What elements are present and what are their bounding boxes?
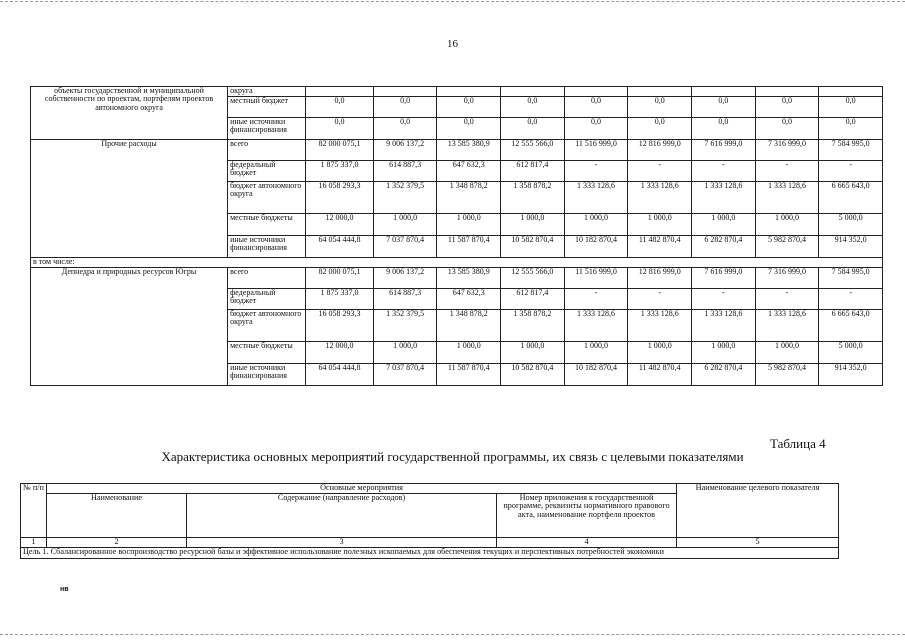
column-header-appendix: Номер приложения к государственной программе, реквизиты нормативного правового акта, наименование портфеля проектов: [497, 493, 677, 537]
column-header-num: № п/п: [21, 484, 47, 538]
value-cell: 0,0: [501, 118, 565, 140]
value-cell: 13 585 380,9: [437, 140, 501, 161]
value-cell: [306, 87, 374, 97]
source-cell: округа: [228, 87, 306, 97]
value-cell: [373, 87, 437, 97]
value-cell: 10 582 870,4: [501, 236, 565, 258]
value-cell: 0,0: [564, 118, 628, 140]
value-cell: -: [628, 161, 692, 182]
value-cell: 1 000,0: [501, 342, 565, 364]
value-cell: [628, 87, 692, 97]
value-cell: 1 333 128,6: [564, 182, 628, 214]
value-cell: 12 000,0: [306, 214, 374, 236]
value-cell: [501, 87, 565, 97]
value-cell: 1 000,0: [628, 342, 692, 364]
source-cell: иные источники финансирования: [228, 364, 306, 386]
value-cell: 1 000,0: [373, 342, 437, 364]
value-cell: 1 358 878,2: [501, 310, 565, 342]
value-cell: 11 516 999,0: [564, 268, 628, 289]
value-cell: 1 000,0: [564, 214, 628, 236]
value-cell: 1 875 337,0: [306, 289, 374, 310]
table-header-row: [21, 484, 839, 494]
value-cell: 1 000,0: [692, 214, 756, 236]
value-cell: 1 000,0: [755, 342, 819, 364]
value-cell: 5 000,0: [819, 214, 883, 236]
value-cell: 0,0: [628, 97, 692, 118]
value-cell: [692, 87, 756, 97]
source-cell: бюджет автономного округа: [228, 310, 306, 342]
value-cell: 7 316 999,0: [755, 140, 819, 161]
value-cell: 64 054 444,8: [306, 236, 374, 258]
column-number: 3: [187, 537, 497, 547]
table-label: Таблица 4: [770, 436, 826, 451]
value-cell: 647 632,3: [437, 161, 501, 182]
value-cell: 1 333 128,6: [692, 310, 756, 342]
source-cell: местные бюджеты: [228, 214, 306, 236]
scan-edge-top: [0, 1, 905, 2]
group-label: Депнедра и природных ресурсов Югры: [31, 268, 228, 386]
value-cell: 0,0: [564, 97, 628, 118]
value-cell: 7 584 995,0: [819, 140, 883, 161]
column-number: 4: [497, 537, 677, 547]
in-total-label: в том числе:: [31, 258, 883, 268]
value-cell: 13 585 380,9: [437, 268, 501, 289]
value-cell: 5 982 870,4: [755, 236, 819, 258]
value-cell: 10 182 870,4: [564, 236, 628, 258]
value-cell: 0,0: [306, 118, 374, 140]
value-cell: 12 555 566,0: [501, 140, 565, 161]
value-cell: 612 817,4: [501, 161, 565, 182]
source-cell: федеральный бюджет: [228, 289, 306, 310]
value-cell: 1 333 128,6: [628, 182, 692, 214]
value-cell: 0,0: [373, 118, 437, 140]
value-cell: 647 632,3: [437, 289, 501, 310]
value-cell: -: [819, 289, 883, 310]
value-cell: 0,0: [692, 97, 756, 118]
value-cell: 6 282 870,4: [692, 364, 756, 386]
page-number: 16: [447, 38, 458, 50]
value-cell: 7 616 999,0: [692, 268, 756, 289]
value-cell: 82 000 075,1: [306, 268, 374, 289]
value-cell: -: [564, 289, 628, 310]
value-cell: 1 348 878,2: [437, 310, 501, 342]
goal-text: Цель 1. Сбалансированное воспроизводство ресурсной базы и эффективное использование полезных ископаемых для обеспечения текущих и перспективных потребностей экономики: [21, 547, 839, 558]
value-cell: 7 616 999,0: [692, 140, 756, 161]
value-cell: 7 584 995,0: [819, 268, 883, 289]
value-cell: 9 006 137,2: [373, 140, 437, 161]
value-cell: 1 000,0: [564, 342, 628, 364]
value-cell: 12 816 999,0: [628, 140, 692, 161]
value-cell: 12 555 566,0: [501, 268, 565, 289]
source-cell: федеральный бюджет: [228, 161, 306, 182]
value-cell: -: [692, 289, 756, 310]
source-cell: бюджет автономного округа: [228, 182, 306, 214]
column-number: 1: [21, 537, 47, 547]
value-cell: [819, 87, 883, 97]
value-cell: 11 587 870,4: [437, 236, 501, 258]
value-cell: 7 037 870,4: [373, 236, 437, 258]
source-cell: местный бюджет: [228, 97, 306, 118]
value-cell: -: [692, 161, 756, 182]
value-cell: 0,0: [437, 97, 501, 118]
group-label: объекты государственной и муниципальной собственности по проектам, портфелям проектов автономного округа: [31, 87, 228, 140]
value-cell: 0,0: [755, 97, 819, 118]
value-cell: 7 037 870,4: [373, 364, 437, 386]
value-cell: 1 333 128,6: [564, 310, 628, 342]
value-cell: [437, 87, 501, 97]
value-cell: 9 006 137,2: [373, 268, 437, 289]
value-cell: 1 000,0: [692, 342, 756, 364]
value-cell: 1 000,0: [501, 214, 565, 236]
source-cell: всего: [228, 140, 306, 161]
source-cell: местные бюджеты: [228, 342, 306, 364]
events-table: [20, 483, 839, 559]
value-cell: 5 000,0: [819, 342, 883, 364]
value-cell: 1 333 128,6: [692, 182, 756, 214]
source-cell: иные источники финансирования: [228, 236, 306, 258]
value-cell: [564, 87, 628, 97]
value-cell: -: [755, 289, 819, 310]
value-cell: 6 282 870,4: [692, 236, 756, 258]
source-cell: иные источники финансирования: [228, 118, 306, 140]
value-cell: -: [564, 161, 628, 182]
column-header-target: Наименование целевого показателя: [677, 484, 839, 538]
value-cell: 914 352,0: [819, 236, 883, 258]
source-cell: всего: [228, 268, 306, 289]
table-row: [31, 87, 883, 97]
value-cell: 12 816 999,0: [628, 268, 692, 289]
scan-edge-bottom: [0, 634, 905, 635]
value-cell: 614 887,3: [373, 161, 437, 182]
value-cell: 914 352,0: [819, 364, 883, 386]
value-cell: 10 182 870,4: [564, 364, 628, 386]
value-cell: 0,0: [628, 118, 692, 140]
value-cell: 1 358 878,2: [501, 182, 565, 214]
value-cell: 0,0: [755, 118, 819, 140]
value-cell: 6 665 643,0: [819, 182, 883, 214]
column-header-name: Наименование: [47, 493, 187, 537]
value-cell: 11 587 870,4: [437, 364, 501, 386]
value-cell: 0,0: [692, 118, 756, 140]
value-cell: 1 352 379,5: [373, 310, 437, 342]
value-cell: 0,0: [373, 97, 437, 118]
value-cell: -: [755, 161, 819, 182]
table-title: Характеристика основных мероприятий государственной программы, их связь с целевыми показателями: [161, 449, 744, 464]
value-cell: 1 333 128,6: [628, 310, 692, 342]
value-cell: 11 516 999,0: [564, 140, 628, 161]
group-label: Прочие расходы: [31, 140, 228, 258]
table-row: [31, 140, 883, 161]
value-cell: 1 333 128,6: [755, 310, 819, 342]
value-cell: 6 665 643,0: [819, 310, 883, 342]
value-cell: 1 348 878,2: [437, 182, 501, 214]
value-cell: -: [819, 161, 883, 182]
value-cell: [755, 87, 819, 97]
value-cell: 82 000 075,1: [306, 140, 374, 161]
table-row: [31, 268, 883, 289]
value-cell: 612 817,4: [501, 289, 565, 310]
value-cell: 64 054 444,8: [306, 364, 374, 386]
funding-table: [30, 86, 883, 386]
value-cell: 12 000,0: [306, 342, 374, 364]
value-cell: 0,0: [437, 118, 501, 140]
value-cell: 1 352 379,5: [373, 182, 437, 214]
value-cell: 0,0: [501, 97, 565, 118]
value-cell: 1 875 337,0: [306, 161, 374, 182]
value-cell: 11 482 870,4: [628, 236, 692, 258]
column-header-main-events: Основные мероприятия: [47, 484, 677, 494]
table-row: [31, 258, 883, 268]
goal-row: [21, 547, 839, 558]
value-cell: 0,0: [819, 97, 883, 118]
value-cell: 1 000,0: [755, 214, 819, 236]
column-number: 2: [47, 537, 187, 547]
value-cell: 1 000,0: [437, 342, 501, 364]
value-cell: 0,0: [306, 97, 374, 118]
value-cell: 614 887,3: [373, 289, 437, 310]
value-cell: 5 982 870,4: [755, 364, 819, 386]
value-cell: 16 058 293,3: [306, 182, 374, 214]
value-cell: 0,0: [819, 118, 883, 140]
footer-note: нв: [60, 586, 69, 593]
value-cell: 10 582 870,4: [501, 364, 565, 386]
value-cell: 1 000,0: [628, 214, 692, 236]
value-cell: 1 000,0: [373, 214, 437, 236]
column-number: 5: [677, 537, 839, 547]
value-cell: -: [628, 289, 692, 310]
value-cell: 1 333 128,6: [755, 182, 819, 214]
value-cell: 7 316 999,0: [755, 268, 819, 289]
column-number-row: [21, 537, 839, 547]
value-cell: 11 482 870,4: [628, 364, 692, 386]
value-cell: 16 058 293,3: [306, 310, 374, 342]
value-cell: 1 000,0: [437, 214, 501, 236]
column-header-content: Содержание (направление расходов): [187, 493, 497, 537]
